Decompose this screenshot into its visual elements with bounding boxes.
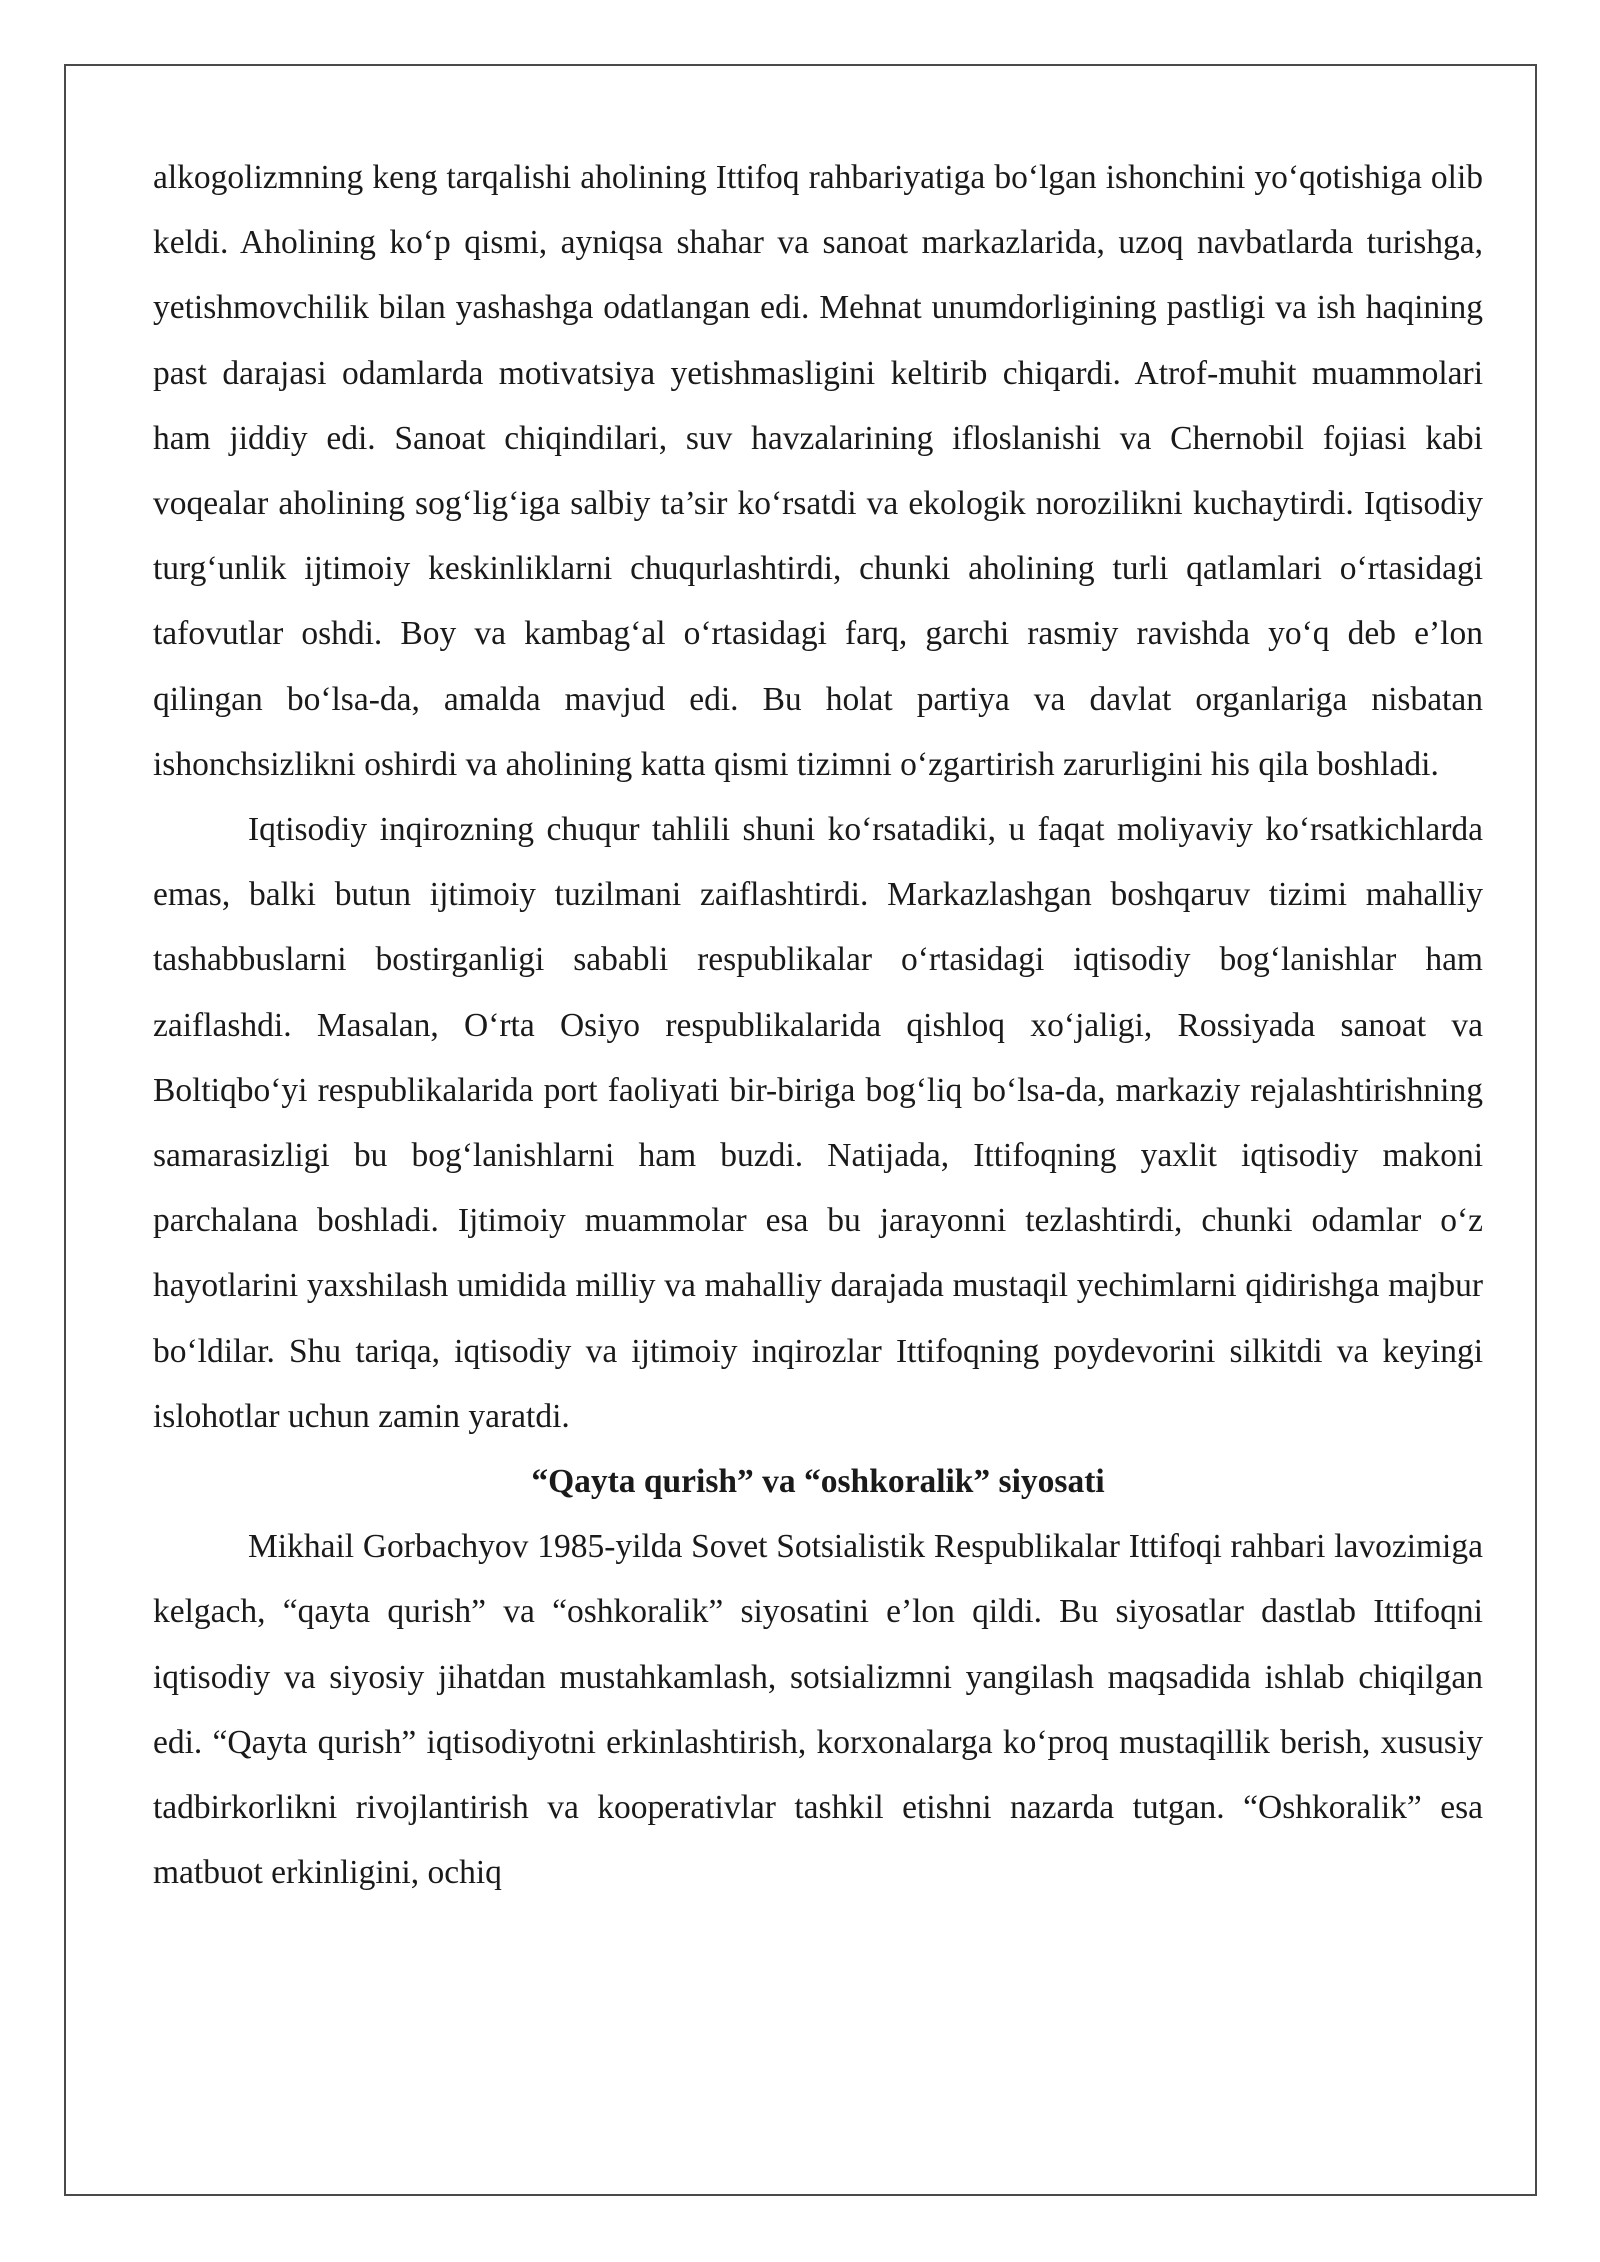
section-heading: “Qayta qurish” va “oshkoralik” siyosati bbox=[531, 1463, 1105, 1501]
document-body bbox=[153, 145, 1483, 1905]
paragraph-3: Mikhail Gorbachyov 1985-yilda Sovet Sotsialistik Respublikalar Ittifoqi rahbari lavozimiga kelgach, “qayta qurish” va “oshkoralik” siyosatini e’lon qildi. Bu siyosatlar dastlab Ittifoqni iqtisodiy va siyosiy jihatdan mustahkamlash, sotsializmni yangilash maqsadida ishlab chiqilgan edi. “Qayta qurish” iqtisodiyotni erkinlashtirish, korxonalarga ko‘proq mustaqillik berish, xususiy tadbirkorlikni rivojlantirish va kooperativlar tashkil etishni nazarda tutgan. “Oshkoralik” esa matbuot erkinligini, ochiq bbox=[153, 1528, 1483, 1892]
paragraph-1: alkogolizmning keng tarqalishi aholining Ittifoq rahbariyatiga bo‘lgan ishonchini yo‘qotishiga olib keldi. Aholining ko‘p qismi, ayniqsa shahar va sanoat markazlarida, uzoq navbatlarda turishga, yetishmovchilik bilan yashashga odatlangan edi. Mehnat unumdorligining pastligi va ish haqining past darajasi odamlarda motivatsiya yetishmasligini keltirib chiqardi. Atrof-muhit muammolari ham jiddiy edi. Sanoat chiqindilari, suv havzalarining ifloslanishi va Chernobil fojiasi kabi voqealar aholining sog‘lig‘iga salbiy ta’sir ko‘rsatdi va ekologik norozilikni kuchaytirdi. Iqtisodiy turg‘unlik ijtimoiy keskinliklarni chuqurlashtirdi, chunki aholining turli qatlamlari o‘rtasidagi tafovutlar oshdi. Boy va kambag‘al o‘rtasidagi farq, garchi rasmiy ravishda yo‘q deb e’lon qilingan bo‘lsa-da, amalda mavjud edi. Bu holat partiya va davlat organlariga nisbatan ishonchsizlikni oshirdi va aholining katta qismi tizimni o‘zgartirish zarurligini his qila boshladi. bbox=[153, 159, 1483, 783]
paragraph-2: Iqtisodiy inqirozning chuqur tahlili shuni ko‘rsatadiki, u faqat moliyaviy ko‘rsatkichlarda emas, balki butun ijtimoiy tuzilmani zaiflashtirdi. Markazlashgan boshqaruv tizimi mahalliy tashabbuslarni bostirganligi sababli respublikalar o‘rtasidagi iqtisodiy bog‘lanishlar ham zaiflashdi. Masalan, O‘rta Osiyo respublikalarida qishloq xo‘jaligi, Rossiyada sanoat va Boltiqbo‘yi respublikalarida port faoliyati bir-biriga bog‘liq bo‘lsa-da, markaziy rejalashtirishning samarasizligi bu bog‘lanishlarni ham buzdi. Natijada, Ittifoqning yaxlit iqtisodiy makoni parchalana boshladi. Ijtimoiy muammolar esa bu jarayonni tezlashtirdi, chunki odamlar o‘z hayotlarini yaxshilash umidida milliy va mahalliy darajada mustaqil yechimlarni qidirishga majbur bo‘ldilar. Shu tariqa, iqtisodiy va ijtimoiy inqirozlar Ittifoqning poydevorini silkitdi va keyingi islohotlar uchun zamin yaratdi. bbox=[153, 811, 1483, 1435]
